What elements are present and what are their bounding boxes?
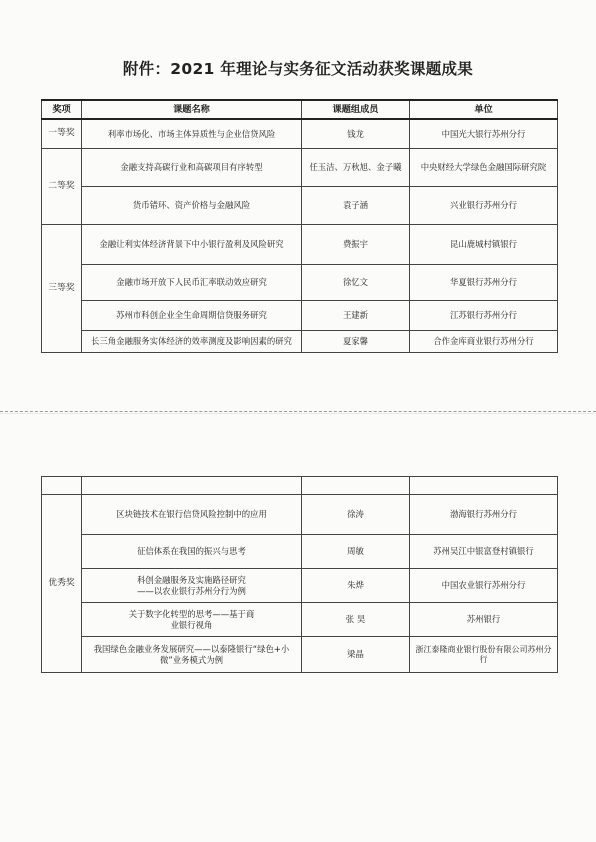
members-cell: 张 昊 — [302, 603, 410, 637]
unit-cell: 苏州吴江中银富登村镇银行 — [410, 535, 558, 569]
header-award: 奖项 — [42, 100, 82, 119]
table-row — [42, 330, 558, 352]
unit-cell: 渤海银行苏州分行 — [410, 495, 558, 535]
topic-cell: 我国绿色金融业务发展研究——以泰隆银行“绿色+小 微”业务模式为例 — [82, 637, 302, 673]
award-table-second-page — [41, 476, 558, 673]
table-row — [42, 119, 558, 148]
unit-cell: 合作金库商业银行苏州分行 — [410, 330, 558, 352]
unit-cell: 昆山鹿城村镇银行 — [410, 224, 558, 264]
members-cell: 费振宇 — [302, 224, 410, 264]
table-row — [42, 224, 558, 264]
unit-cell: 中国光大银行苏州分行 — [410, 119, 558, 148]
table-row — [42, 264, 558, 300]
topic-cell: 关于数字化转型的思考——基于商 业银行视角 — [82, 603, 302, 637]
members-cell: 任玉洁、万秋旭、金子曦 — [302, 148, 410, 186]
topic-cell: 苏州市科创企业全生命周期信贷服务研究 — [82, 300, 302, 330]
table-row — [42, 569, 558, 603]
topic-cell: 科创金融服务及实施路径研究 ——以农业银行苏州分行为例 — [82, 569, 302, 603]
members-cell: 夏家馨 — [302, 330, 410, 352]
topic-cell: 利率市场化、市场主体异质性与企业信贷风险 — [82, 119, 302, 148]
unit-cell: 兴业银行苏州分行 — [410, 186, 558, 224]
topic-cell: 征信体系在我国的振兴与思考 — [82, 535, 302, 569]
unit-cell: 中国农业银行苏州分行 — [410, 569, 558, 603]
members-cell: 王建新 — [302, 300, 410, 330]
table-row — [42, 300, 558, 330]
header-unit: 单位 — [410, 100, 558, 119]
header-topic: 课题名称 — [82, 100, 302, 119]
members-cell: 梁晶 — [302, 637, 410, 673]
members-cell: 袁子涵 — [302, 186, 410, 224]
unit-cell: 苏州银行 — [410, 603, 558, 637]
unit-cell: 浙江泰隆商业银行股份有限公司苏州分行 — [410, 637, 558, 673]
unit-cell: 华夏银行苏州分行 — [410, 264, 558, 300]
topic-cell: 货币错环、资产价格与金融风险 — [82, 186, 302, 224]
members-cell: 朱烨 — [302, 569, 410, 603]
award-table-first-page — [41, 99, 558, 353]
header-members: 课题组成员 — [302, 100, 410, 119]
unit-cell: 江苏银行苏州分行 — [410, 300, 558, 330]
rank-second: 二等奖 — [42, 148, 82, 224]
topic-cell: 金融市场开放下人民币汇率联动效应研究 — [82, 264, 302, 300]
members-cell: 徐涛 — [302, 495, 410, 535]
rank-third: 三等奖 — [42, 224, 82, 352]
table-header-row-blank — [42, 477, 558, 495]
table-row — [42, 637, 558, 673]
topic-cell: 金融让利实体经济背景下中小银行盈利及风险研究 — [82, 224, 302, 264]
table-row — [42, 186, 558, 224]
topic-cell: 区块链技术在银行信贷风险控制中的应用 — [82, 495, 302, 535]
topic-cell: 金融支持高碳行业和高碳项目有序转型 — [82, 148, 302, 186]
rank-first: 一等奖 — [42, 119, 82, 148]
members-cell: 徐忆文 — [302, 264, 410, 300]
page-seam — [0, 413, 596, 414]
page-title: 附件：2021 年理论与实务征文活动获奖课题成果 — [122, 60, 474, 78]
page-break-divider — [0, 411, 596, 412]
unit-cell: 中央财经大学绿色金融国际研究院 — [410, 148, 558, 186]
table-row — [42, 148, 558, 186]
table-row — [42, 495, 558, 535]
rank-excellent: 优秀奖 — [42, 495, 82, 673]
topic-cell: 长三角金融服务实体经济的效率测度及影响因素的研究 — [82, 330, 302, 352]
table-header-row — [42, 100, 558, 119]
table-row — [42, 603, 558, 637]
table-row — [42, 535, 558, 569]
members-cell: 周敏 — [302, 535, 410, 569]
members-cell: 钱龙 — [302, 119, 410, 148]
